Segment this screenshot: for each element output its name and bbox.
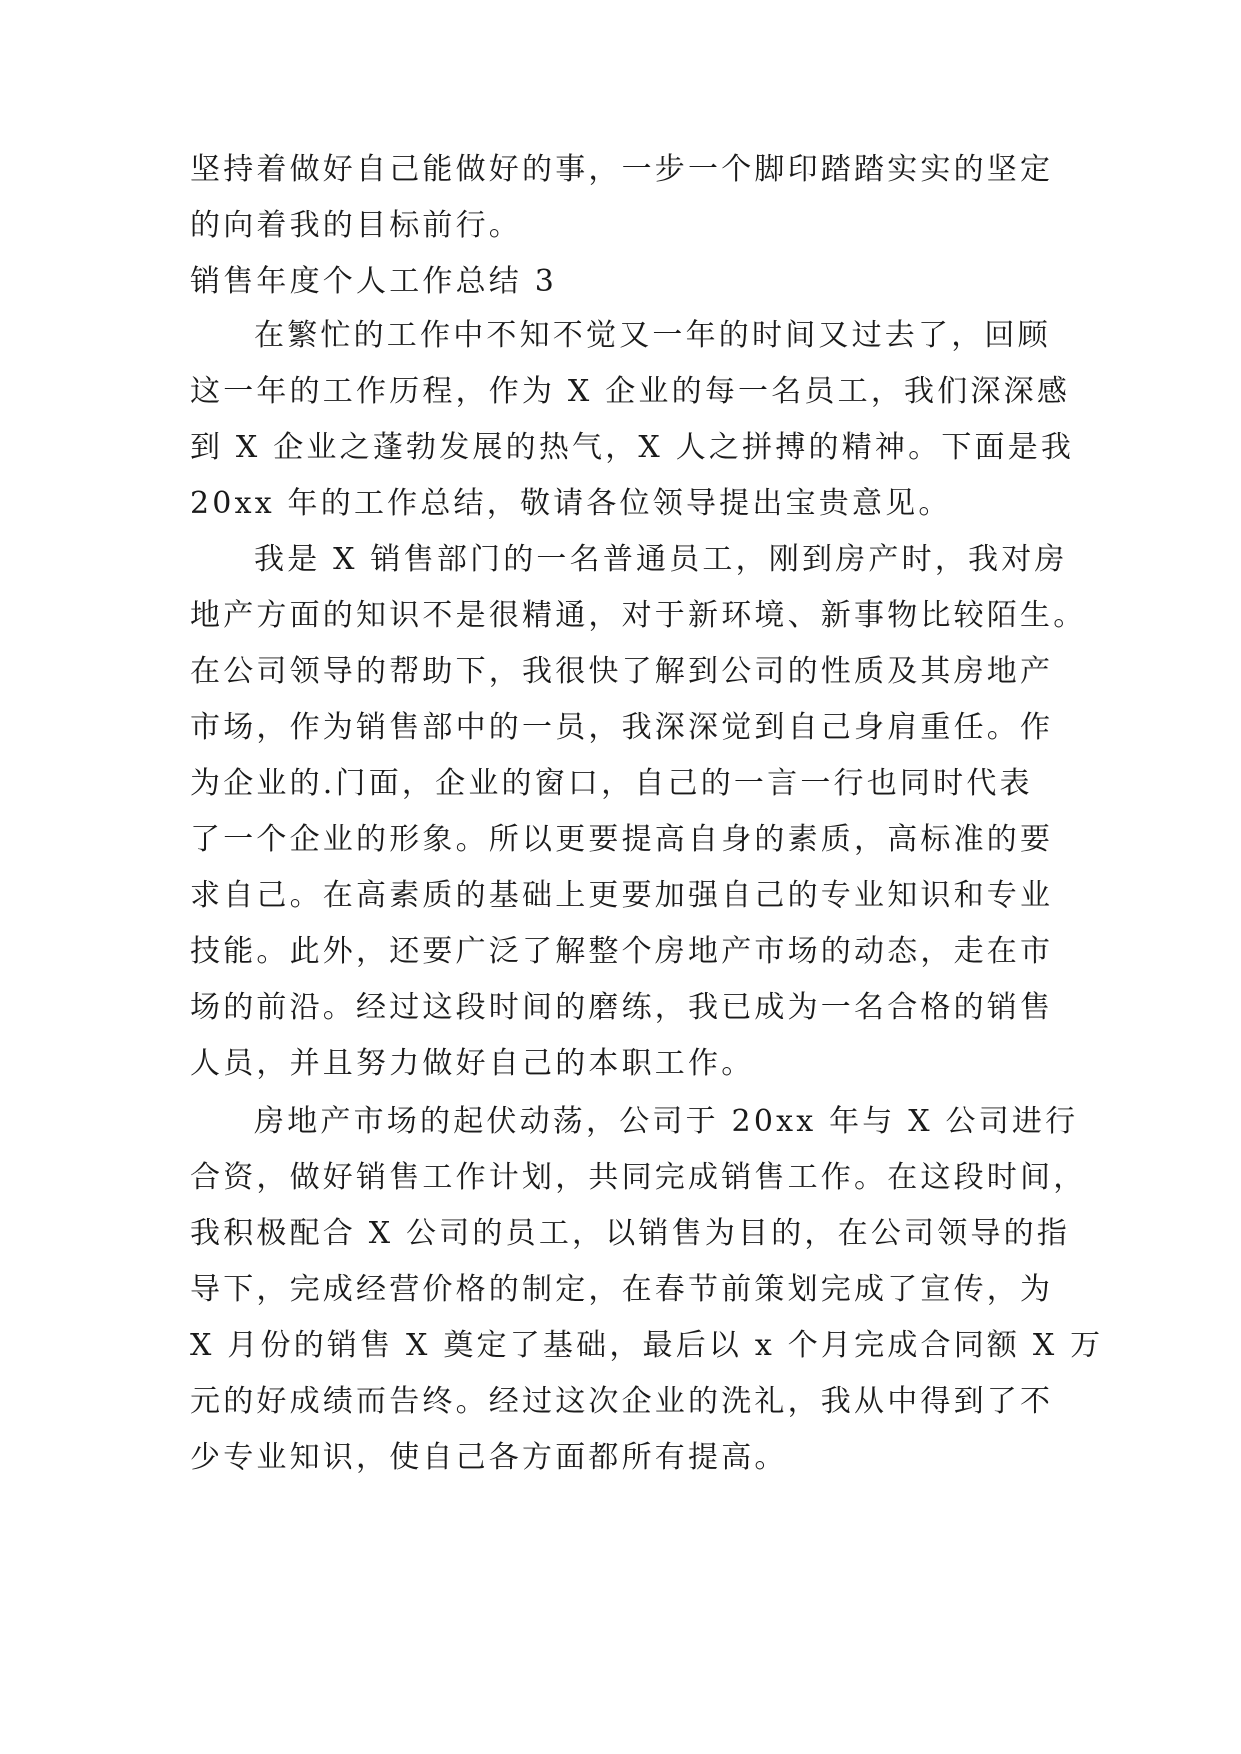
paragraph-line: 场的前沿。经过这段时间的磨练，我已成为一名合格的销售: [190, 990, 1054, 1025]
paragraph-line: 了一个企业的形象。所以更要提高自身的素质，高标准的要: [190, 822, 1054, 857]
paragraph-line: 导下，完成经营价格的制定，在春节前策划完成了宣传，为: [190, 1272, 1054, 1307]
paragraph-line: 为企业的.门面，企业的窗口，自己的一言一行也同时代表: [190, 766, 1033, 801]
paragraph-line: 在繁忙的工作中不知不觉又一年的时间又过去了，回顾: [254, 318, 1051, 353]
paragraph-line: 到 X 企业之蓬勃发展的热气，X 人之拼搏的精神。下面是我: [190, 430, 1075, 465]
paragraph-line: 合资，做好销售工作计划，共同完成销售工作。在这段时间，: [190, 1160, 1087, 1195]
paragraph-line: 这一年的工作历程，作为 X 企业的每一名员工，我们深深感: [190, 374, 1071, 409]
paragraph-line: 20xx 年的工作总结，敬请各位领导提出宝贵意见。: [190, 486, 952, 521]
continuation-line: 的向着我的目标前行。: [190, 208, 522, 243]
paragraph-line: 人员，并且努力做好自己的本职工作。: [190, 1046, 755, 1081]
paragraph-line: 元的好成绩而告终。经过这次企业的洗礼，我从中得到了不: [190, 1384, 1054, 1419]
paragraph-line: 少专业知识，使自己各方面都所有提高。: [190, 1440, 788, 1475]
continuation-line: 坚持着做好自己能做好的事，一步一个脚印踏踏实实的坚定: [190, 152, 1054, 187]
section-title: 销售年度个人工作总结 3: [190, 264, 558, 299]
paragraph-line: 我是 X 销售部门的一名普通员工，刚到房产时，我对房: [254, 542, 1068, 577]
paragraph-line: 我积极配合 X 公司的员工，以销售为目的，在公司领导的指: [190, 1216, 1071, 1251]
paragraph-line: X 月份的销售 X 奠定了基础，最后以 x 个月完成合同额 X 万: [190, 1328, 1104, 1363]
paragraph-line: 市场，作为销售部中的一员，我深深觉到自己身肩重任。作: [190, 710, 1054, 745]
paragraph-line: 地产方面的知识不是很精通，对于新环境、新事物比较陌生。: [190, 598, 1087, 633]
paragraph-line: 技能。此外，还要广泛了解整个房地产市场的动态，走在市: [190, 934, 1054, 969]
paragraph-line: 求自己。在高素质的基础上更要加强自己的专业知识和专业: [190, 878, 1054, 913]
paragraph-line: 房地产市场的起伏动荡，公司于 20xx 年与 X 公司进行: [254, 1104, 1079, 1139]
paragraph-line: 在公司领导的帮助下，我很快了解到公司的性质及其房地产: [190, 654, 1054, 689]
